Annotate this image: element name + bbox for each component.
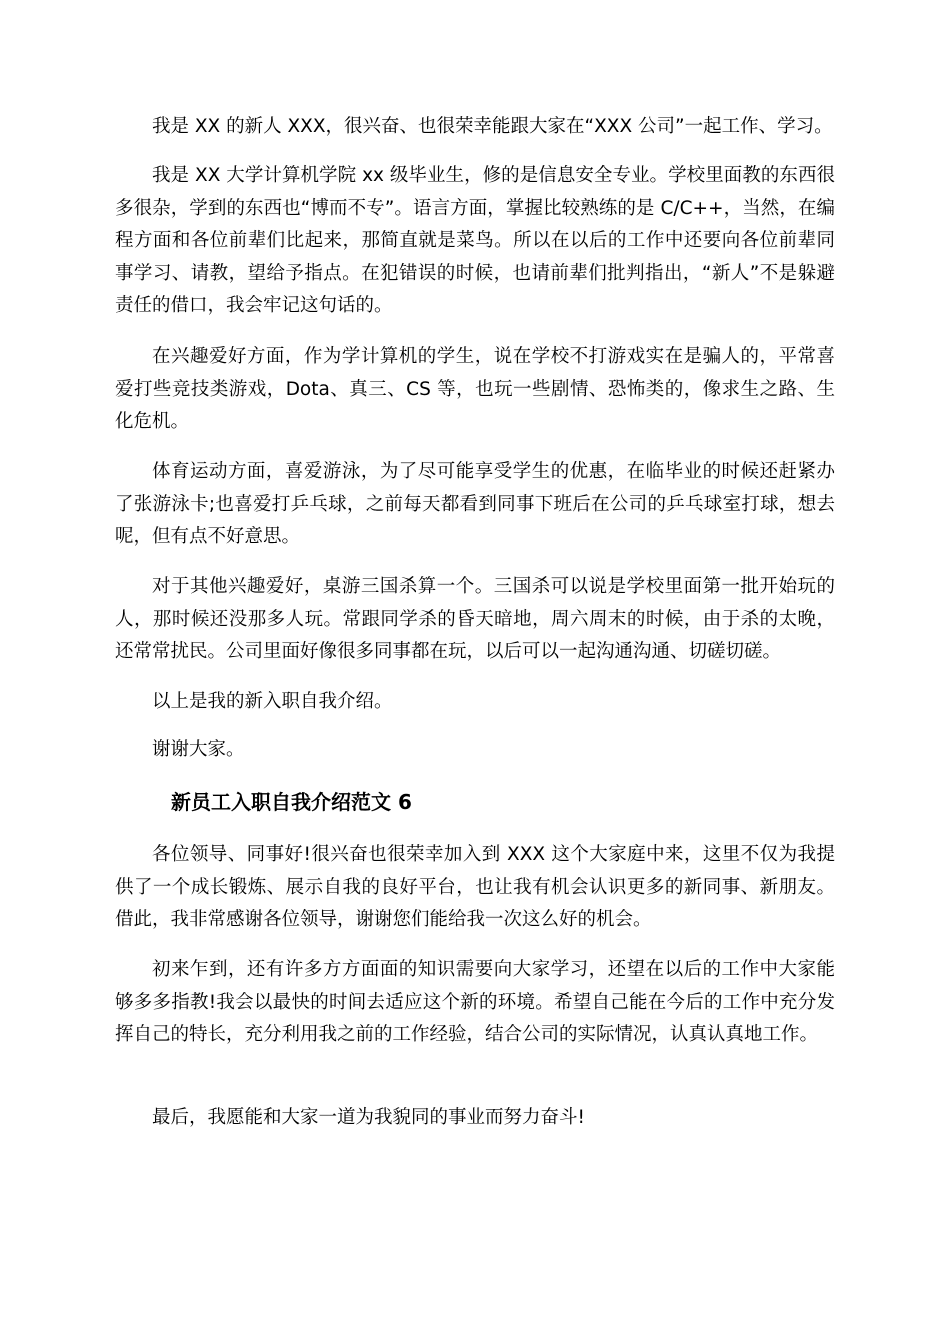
paragraph-sports: 体育运动方面，喜爱游泳，为了尽可能享受学生的优惠，在临毕业的时候还赶紧办了张游泳卡;也喜爱打乒乓球，之前每天都看到同事下班后在公司的乒乓球室打球，想去呢，但有点不好意思。 (115, 461, 835, 547)
paragraph-greeting: 各位领导、同事好!很兴奋也很荣幸加入到 XXX 这个大家庭中来，这里不仅为我提供了一个成长锻炼、展示自我的良好平台，也让我有机会认识更多的新同事、新朋友。借此，我非常感谢各位领导，谢谢您们能给我一次这么好的机会。 (115, 844, 835, 930)
paragraph-other-hobbies: 对于其他兴趣爱好，桌游三国杀算一个。三国杀可以说是学校里面第一批开始玩的人，那时候还没那多人玩。常跟同学杀的昏天暗地，周六周末的时候，由于杀的太晚，还常常扰民。公司里面好像很多同事都在玩，以后可以一起沟通沟通、切磋切磋。 (115, 576, 835, 662)
paragraph-closing: 最后，我愿能和大家一道为我貌同的事业而努力奋斗! (152, 1107, 585, 1128)
paragraph-education: 我是 XX 大学计算机学院 xx 级毕业生，修的是信息安全专业。学校里面教的东西很多很杂，学到的东西也“博而不专”。语言方面，掌握比较熟练的是 C/C++，当然，在编程方面和各位前辈们比起来，那简直就是菜鸟。所以在以后的工作中还要向各位前辈同事学习、请教，望给予指点。在犯错误的时候，也请前辈们批判指出，“新人”不是躲避责任的借口，我会牢记这句话的。 (115, 165, 835, 316)
paragraph-intro: 我是 XX 的新人 XXX，很兴奋、也很荣幸能跟大家在“XXX 公司”一起工作、学习。 (152, 116, 833, 137)
paragraph-hobbies: 在兴趣爱好方面，作为学计算机的学生，说在学校不打游戏实在是骗人的，平常喜爱打些竞技类游戏，Dota、真三、CS 等，也玩一些剧情、恐怖类的，像求生之路、生化危机。 (115, 346, 835, 432)
paragraph-summary: 以上是我的新入职自我介绍。 (152, 691, 393, 712)
section-heading: 新员工入职自我介绍范文 6 (171, 790, 412, 814)
paragraph-thanks: 谢谢大家。 (152, 739, 245, 760)
paragraph-learning: 初来乍到，还有许多方方面面的知识需要向大家学习，还望在以后的工作中大家能够多多指教!我会以最快的时间去适应这个新的环境。希望自己能在今后的工作中充分发挥自己的特长，充分利用我之前的工作经验，结合公司的实际情况，认真认真地工作。 (115, 959, 835, 1045)
